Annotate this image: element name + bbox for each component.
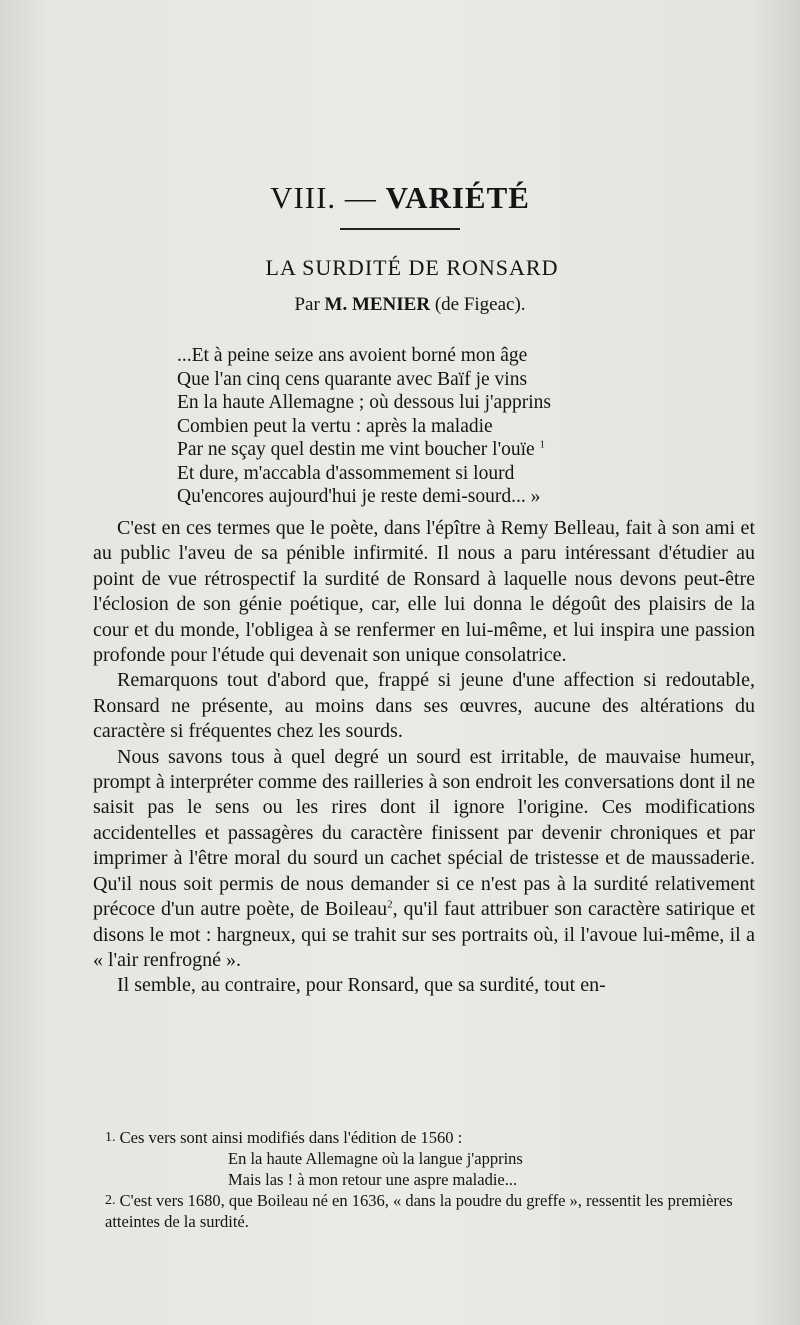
- section-heading: [0, 180, 800, 216]
- footnote-text: Ces vers sont ainsi modifiés dans l'édition de 1560 :: [119, 1128, 463, 1147]
- poem-quote: [177, 344, 551, 509]
- section-number: VIII. —: [270, 180, 377, 215]
- footnote-1: [105, 1127, 785, 1148]
- paragraph-text: , qu'il faut attribuer son caractère satirique et disons le mot : hargneux, qui se trahit sur ses portraits où, il l'avoue lui-même, il a « l'air renfrogné ».: [93, 898, 756, 971]
- footnote-number: 1.: [105, 1130, 116, 1145]
- section-name: VARIÉTÉ: [385, 180, 530, 215]
- poem-line: ...Et à peine seize ans avoient borné mon âge: [177, 345, 528, 366]
- paragraph: Remarquons tout d'abord que, frappé si jeune d'une affection si redoutable, Ronsard ne présente, au moins dans ses œuvres, aucune des altérations du caractère si fréquentes chez les sourds.: [93, 669, 755, 743]
- byline-prefix: Par: [294, 294, 320, 315]
- footnote-2: [105, 1190, 785, 1232]
- poem-line: Combien peut la vertu : après la maladie: [177, 415, 493, 437]
- footnote-verse: Mais las ! à mon retour une aspre maladie...: [228, 1170, 518, 1189]
- footnotes: [105, 1127, 785, 1232]
- title-divider: [340, 228, 460, 230]
- footnote-verse: En la haute Allemagne où la langue j'apprins: [228, 1149, 523, 1168]
- footnote-ref-2[interactable]: 2: [387, 898, 393, 911]
- poem-line: En la haute Allemagne ; où dessous lui j'apprins: [177, 392, 551, 413]
- paragraph: Il semble, au contraire, pour Ronsard, que sa surdité, tout en-: [117, 974, 606, 997]
- footnote-ref-1[interactable]: 1: [539, 438, 546, 451]
- paragraph-text: Nous savons tous à quel degré un sourd est irritable, de mauvaise humeur, prompt à interpréter comme des railleries à son endroit les conversations dont il ne saisit pas le sens ou les rires dont il ignore l'origine. Ces modifications accidentelles et passagères du caractère finissent par devenir chroniques et par imprimer à l'être moral du sourd un cachet spécial de tristesse et de maussaderie. Qu'il nous soit permis de nous demander si ce n'est pas à la surdité relativement précoce d'un autre poète, de Boileau: [93, 745, 755, 921]
- poem-line: Qu'encores aujourd'hui je reste demi-sourd... »: [177, 486, 541, 507]
- author-name: M. MENIER: [324, 294, 431, 315]
- article-body: [93, 516, 755, 999]
- poem-line: Que l'an cinq cens quarante avec Baïf je vins: [177, 368, 528, 390]
- poem-line: Et dure, m'accabla d'assommement si lourd: [177, 462, 515, 484]
- poem-line-text: Par ne sçay quel destin me vint boucher l'ouïe: [177, 439, 535, 460]
- poem-line: [177, 438, 551, 462]
- paragraph: [93, 745, 755, 974]
- paragraph: C'est en ces termes que le poète, dans l'épître à Remy Belleau, fait à son ami et au public l'aveu de sa pénible infirmité. Il nous a paru intéressant d'étudier au point de vue rétrospectif la surdité de Ronsard à laquelle nous devons peut-être l'éclosion de son génie poétique, car, elle lui donna le dégoût des plaisirs de la cour et du monde, l'obligea à se renfermer en lui-même, et lui inspira une passion profonde pour l'étude qui devenait son unique consolatrice.: [93, 517, 755, 667]
- footnote-number: 2.: [105, 1193, 116, 1208]
- footnote-text: C'est vers 1680, que Boileau né en 1636, « dans la poudre du greffe », ressentit les premières atteintes de la surdité.: [105, 1191, 733, 1231]
- author-origin: (de Figeac).: [434, 294, 526, 315]
- article-title: LA SURDITÉ DE RONSARD: [265, 255, 559, 280]
- article-byline: [0, 294, 800, 316]
